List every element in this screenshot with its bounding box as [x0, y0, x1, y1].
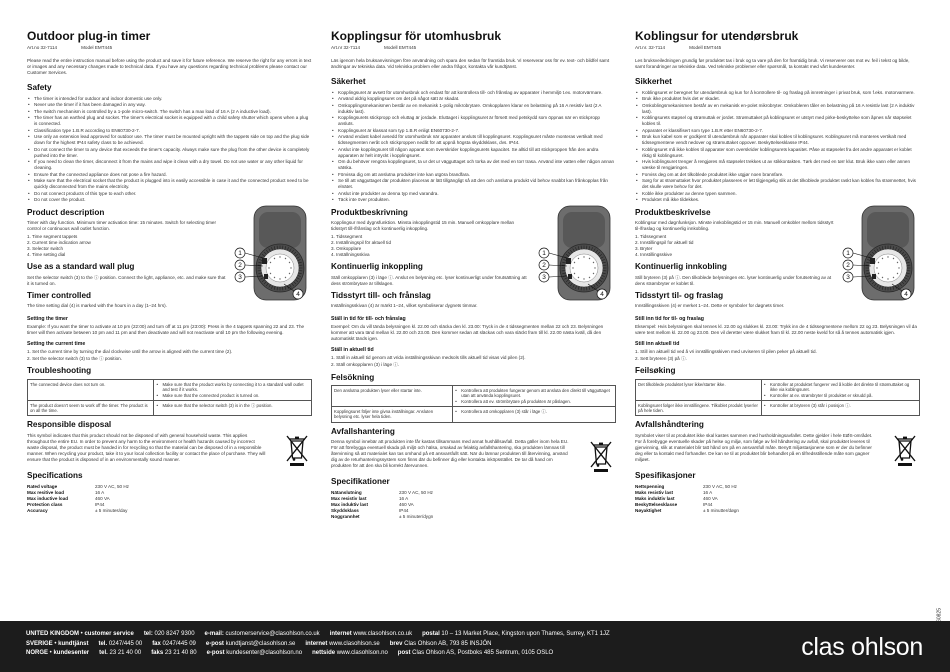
model-number: Modell EMT445	[689, 45, 722, 50]
troubleshooting-row	[636, 401, 920, 416]
spec-value: IP44	[703, 501, 713, 507]
setting-timer-heading: Setting the timer	[27, 316, 68, 322]
spec-value: ± 5 minuter/dygn	[399, 513, 434, 519]
svg-text:3: 3	[238, 273, 242, 281]
safety-item: • Forviss deg om at det tilkoblede produktet ikke utgjør noen brannfare.	[635, 172, 920, 178]
article-meta	[27, 45, 312, 51]
spec-row	[635, 508, 795, 514]
safety-item: • Förvissa dig om att anslutna produkter inte kan utgöra brandfara.	[331, 172, 616, 178]
contact-line: SVERIGE • kundtjänst tel. 0247/445 00 fax 0247/445 09 e-post kundtjanst@clasohlson.se internet www.clasohlson.se brev Clas Ohlson AB, 793 85 INSJÖN	[26, 640, 492, 647]
article-number: Art.nr 32-7114	[331, 45, 361, 50]
svg-text:1: 1	[846, 249, 850, 257]
troubleshooting-heading: Feilsøking	[635, 366, 676, 376]
description-heading: Product description	[27, 207, 105, 217]
spec-key: Nøyaktighet	[635, 507, 662, 513]
safety-item: • Use only an extension lead approved for outdoor use. The timer must be mounted upright with the tappets side on top and the plug side down for the highest IP44 safety class to be achieved.	[27, 134, 312, 146]
safety-item: • Kopplingsuret är klassat som typ 1.B.R enligt EN60730-2-7.	[331, 128, 616, 134]
spec-key: Nettspenning	[635, 483, 665, 489]
description-text	[27, 204, 227, 311]
specifications-heading: Spesifikasjoner	[635, 471, 696, 481]
email-label: e-post	[205, 640, 224, 647]
wall-plug-body: Ställ omkopplaren (3) i läge ⓘ. Anslut en belysning etc. lyser kontinuerligt under förutsättning att dess strömbrytare är tillslagen.	[331, 274, 527, 286]
disposal-block	[635, 433, 920, 467]
current-time-step: 1. Still inn aktuell tid ved å vri innstillingsskiven med urviseren til pilen peker på aktuell tid.	[635, 348, 817, 354]
current-time-heading: Ställ in aktuell tid	[331, 347, 374, 354]
part-item: 4. Innstillingsskive	[635, 252, 673, 258]
column-norwegian	[635, 30, 920, 514]
disposal-heading: Responsible disposal	[27, 420, 112, 430]
spec-key: Noggrannhet	[331, 513, 360, 519]
contact-service-label: kundtjänst	[58, 640, 89, 647]
safety-item: • If you need to clean the timer, disconnect it from the mains and wipe it clean with a dry towel. Do not use water or any other liquid for cleaning.	[27, 159, 312, 171]
problem-cell: Koblingsuret følger ikke innstillingene. Tilkoblet produkt lyser/er på hele tiden.	[636, 401, 762, 416]
safety-item: • Never use the timer if it has been damaged in any way.	[27, 102, 312, 108]
description-block	[635, 204, 920, 311]
svg-text:4: 4	[904, 290, 908, 298]
safety-item: • Apparatet er klassifisert som type 1.B.R etter EN60730-2-7.	[635, 128, 920, 134]
current-time-step: 2. Set the selector switch (3) to the ⓘ position.	[27, 356, 122, 362]
postal-label: postal	[422, 631, 440, 637]
postal-label: brev	[389, 640, 403, 647]
safety-list	[27, 96, 312, 203]
model-number: Model EMT445	[81, 45, 113, 50]
doc-title: Kopplingsur för utomhusbruk	[331, 29, 501, 43]
troubleshooting-row	[636, 380, 920, 401]
troubleshooting-table	[635, 379, 920, 416]
email-address: kundesenter@clasohlson.no	[226, 650, 303, 657]
article-meta	[635, 45, 920, 51]
spec-key: Skyddsklass	[331, 507, 359, 513]
specifications-heading: Specifikationer	[331, 477, 390, 487]
solution-list	[455, 388, 613, 405]
safety-list	[331, 90, 616, 203]
specifications-list	[27, 484, 187, 514]
spec-row	[331, 514, 491, 520]
solution-cell	[154, 380, 312, 401]
timer-controlled-heading: Tidsstyrt till- och frånslag	[331, 290, 431, 300]
svg-text:3: 3	[542, 273, 546, 281]
safety-item: • Omkoblingsmekanismen består av en mekanisk en-polet mikrobryter. Omkobleren tåler en belastning på 16 A resistiv last (2 A induktiv last).	[635, 103, 920, 115]
solution-cell	[453, 386, 616, 407]
solution-cell	[154, 401, 312, 416]
postal-label: post	[397, 650, 411, 657]
part-item: 2. Inställningspil för aktuell tid	[331, 239, 392, 245]
weee-bin-icon	[586, 439, 616, 473]
troubleshooting-row	[28, 380, 312, 401]
timer-controlled-body: Inställningsskivan (4) är märkt 1–24, vilket symboliserar dygnets timmar.	[331, 303, 478, 309]
safety-item: • Kopplingsurets stickpropp och eluttag är jordade. Eluttaget i kopplingsuret är försett med petskydd som öppnas när en stickpropp ansluts.	[331, 115, 616, 127]
tel-label: tel:	[143, 631, 153, 637]
spec-key: Max resitive load	[27, 489, 65, 495]
problem-cell: The connected device does not turn on.	[28, 380, 154, 401]
fax-number: 0247/445 09	[162, 640, 196, 647]
safety-item: • Koblingsurets støpsel og strømuttak er jordet. Strømuttaket på koblingsuret er utstyrt med pirke-beskyttelse som åpnes når støpselet kobles til.	[635, 115, 920, 127]
safety-item: • Använd endast kabel avsedd för utomhusbruk när apparater ansluts till kopplingsuret. Kopplingsuret måste monteras vertikalt med tidssegmenten neråt och stickproppen nedåt för att uppnå högsta skyddsklass, dvs. IP44.	[331, 134, 616, 146]
disposal-block	[331, 439, 616, 473]
spec-value: 230 V AC, 50 Hz	[703, 483, 737, 489]
timer-illustration	[536, 204, 616, 304]
spec-value: 16 A	[703, 489, 713, 495]
intro-text: Please read the entire instruction manual before using the product and save it for future reference. We reserve the right for any errors in text or images and any necessary changes made to technical data. If you have any questions regarding technical problems please contact our Customer Services.	[27, 58, 312, 76]
current-time-heading: Still inn aktuell tid	[635, 340, 680, 347]
email-address: kundtjanst@clasohlson.se	[225, 640, 296, 647]
safety-heading: Safety	[27, 83, 52, 93]
spec-key: Maks induktiv last	[635, 495, 675, 501]
wall-plug-body: Set the selector switch (3) to the ⓘ position. Connect the light, appliance, etc. and make sure that it is turned on.	[27, 274, 226, 286]
svg-text:4: 4	[296, 290, 300, 298]
troubleshooting-heading: Troubleshooting	[27, 366, 92, 376]
weee-bin-icon	[282, 433, 312, 467]
spec-value: 460 VA	[95, 495, 110, 501]
specifications-list	[635, 484, 795, 514]
solution-list	[156, 382, 309, 399]
safety-item: • Do not connect the timer to any device that exceeds the timer's capacity. Always make sure the plug from the other device is completely pushed into the timer.	[27, 147, 312, 159]
description-body: Timer with day function. Minimum timer activation time: 15 minutes. Switch for selecting timer control or continuous wall outlet function.	[27, 220, 217, 232]
safety-item: • Classification type 1.B.R according to EN60730-2-7.	[27, 128, 312, 134]
spec-value: 230 V AC, 50 Hz	[95, 483, 129, 489]
solution-item: • Kontroller at bryteren (3) står i posisjon ⓘ.	[764, 403, 917, 409]
contact-country: SVERIGE	[26, 640, 53, 647]
current-time-step: 1. Set the current time by turning the dial clockwise until the arrow is aligned with the current time (2).	[27, 348, 233, 354]
spec-value: 16 A	[399, 495, 409, 501]
description-block	[331, 204, 616, 311]
safety-heading: Sikkerhet	[635, 77, 672, 87]
fax-label: fax	[152, 640, 161, 647]
spec-key: Rated voltage	[27, 483, 58, 489]
brand-logo: clas ohlson	[801, 633, 923, 661]
svg-text:3: 3	[846, 273, 850, 281]
disposal-body: Denna symbol innebär att produkten inte får kastas tillsammans med annat hushållsavfall. Detta gäller inom hela EU. För att förebygga eventuell skada på miljö och hälsa, orsakad av felaktig avfallshantering, ska produkten lämnas till återvinning så att materialet kan tas omhand på ett ansvarsfullt sätt. När du lämnar produkten till återvinning, använd dig av de returhanteringssystem som finns där du befinner dig eller kontakta inköpsstället. De tar då hand om produkten för att den ska bli korrekt återvunnen.	[331, 439, 569, 469]
spec-value: 230 V AC, 50 Hz	[399, 489, 433, 495]
description-heading: Produktbeskrivelse	[635, 207, 711, 217]
solution-list	[455, 409, 613, 415]
description-text	[331, 204, 531, 311]
doc-title: Outdoor plug-in timer	[27, 29, 151, 43]
spec-value: 460 VA	[399, 501, 414, 507]
internet-label: internet	[305, 640, 328, 647]
spec-value: 460 VA	[703, 495, 718, 501]
safety-item: • Produktet må ikke tildekkes.	[635, 197, 920, 203]
safety-item: • Täck inte över produkten.	[331, 197, 616, 203]
solution-item: • Kontrollera att produkten fungerar genom att ansluta den direkt till vägguttaget utan att använda kopplingsuret.	[455, 388, 613, 399]
svg-text:2: 2	[846, 261, 850, 269]
column-english	[27, 30, 312, 514]
description-body: Kopplingsur med dygnsfunktion. Minsta inkopplingstid 15 min. Manuell omkopplare mellan tidsstyrt till-/frånslag och kontinuerlig inkoppling.	[331, 220, 515, 232]
internet-label: nettside	[312, 650, 336, 657]
website: www.clasohlson.co.uk	[353, 631, 413, 637]
svg-text:1: 1	[238, 249, 242, 257]
part-item: 1. Time segment tappets	[27, 233, 78, 239]
timer-controlled-heading: Tidsstyrt til- og fraslag	[635, 290, 724, 300]
solution-item: • Kontrollera att omkopplaren (3) står i läge ⓘ.	[455, 409, 613, 415]
solution-cell	[453, 407, 616, 422]
article-number: Art.nr. 32-7114	[635, 45, 666, 50]
parts-list	[27, 234, 227, 258]
safety-item: • Hvis koblingsuret trenger å rengjøres må støpselet trekkes ut av stikkontakten. Tørk det med en tørr klut. Bruk ikke vann eller annen væske til rengjøringen.	[635, 159, 920, 171]
wall-plug-heading: Kontinuerlig innkobling	[635, 262, 727, 272]
safety-item: • Koblingsuret må ikke kobles til apparater som overskrider koblingsurets kapasitet. Påse at støpselet fra det andre apparatet er koblet riktig til koblingsuret.	[635, 147, 920, 159]
tel-label: tel.	[98, 640, 108, 647]
spec-key: Accuracy	[27, 507, 48, 513]
setting-timer-heading: Ställ in tid för till- och frånslag	[331, 316, 406, 322]
solution-cell	[762, 401, 920, 416]
fax-number: 23 21 40 80	[164, 650, 197, 657]
weee-bin-icon	[890, 433, 920, 467]
contact-service-label: kundesenter	[53, 650, 90, 657]
spec-value: ± 5 minutes/day	[95, 507, 128, 513]
postal-address: 10 – 13 Market Place, Kingston upon Thames, Surrey, KT1 1JZ	[441, 631, 610, 637]
description-body: Koblingsur med døgnfunksjon. Minste innkoblingstid er 15 min. Manuell omkobler mellom tidsstyrt til-/fraslag og kontinuerlig innkobling.	[635, 220, 834, 232]
intro-text: Läs igenom hela bruksanvisningen före användning och spara den sedan för framtida bruk. Vi reserverar oss för ev. text- och bildfel samt ändringar av tekniska data. Vid tekniska problem eller andra frågor, kontakta vår kundtjänst.	[331, 58, 610, 70]
contact-line: NORGE • kundesenter tel. 23 21 40 00 faks 23 21 40 80 e-post kundesenter@clasohlson.no nettside www.clasohlson.no post Clas Ohlson AS, Postboks 485 Sentrum, 0105 OSLO	[26, 650, 554, 657]
solution-item: • Make sure that the selector switch (3) is in the ⓘ position.	[156, 403, 309, 409]
svg-text:2: 2	[238, 261, 242, 269]
tel-number: 0247/445 00	[108, 640, 143, 647]
article-number: Art.no 32-7114	[27, 45, 58, 50]
problem-cell: Den anslutna produkten lyser eller startar inte.	[332, 386, 453, 407]
email-label: e-mail:	[204, 631, 224, 637]
safety-list	[635, 90, 920, 203]
wall-plug-heading: Kontinuerlig inkoppling	[331, 262, 423, 272]
part-item: 2. Innstillingspil for aktuell tid	[635, 239, 694, 245]
timer-illustration	[840, 204, 920, 304]
setting-timer-body: Example: If you want the timer to activate at 10 pm (22:00) and turn off at 11 pm (23:00): Press in the 4 tappets spanning 22 and 23. The timer will then activate between 10 pm and 11 pm and then deactivate and will not reactivate until 10 pm the following evening.	[27, 323, 305, 335]
spec-value: 16 A	[95, 489, 105, 495]
timer-figure	[536, 204, 616, 304]
wall-plug-body: Still bryteren (3) på ⓘ. Den tilkoblede belysningen etc. lyser kontinuerlig under forutsetning av at dens strømbryter er koblet til.	[635, 274, 832, 286]
problem-cell: Kopplingsuret följer inte givna inställningar. Ansluten belysning etc. lyser hela tiden.	[332, 407, 453, 422]
safety-item: • Ensure that the connected appliance does not pose a fire hazard.	[27, 172, 312, 178]
solution-list	[156, 403, 309, 409]
safety-item: • Koblingsuret er beregnet for utendørsbruk og kun for å kontrollere til- og fraslag på innretninger i privat bruk, som f.eks. motorvarmere.	[635, 90, 920, 96]
part-item: 1. Tidssegment	[331, 233, 363, 239]
spec-key: Protection class	[27, 501, 63, 507]
website: www.clasohlson.se	[329, 640, 380, 647]
safety-item: • Do not cover the product.	[27, 197, 312, 203]
part-item: 3. Omkopplare	[331, 245, 362, 251]
safety-item: • The timer has an earthed plug and socket. The timer's electrical socket is equipped with a child safety shutter which opens when a plug is connected.	[27, 115, 312, 127]
safety-item: • Koble ikke produkter av denne typen sammen.	[635, 191, 920, 197]
part-item: 1. Tidssegment	[635, 233, 667, 239]
troubleshooting-row	[28, 401, 312, 416]
description-block	[27, 204, 312, 311]
parts-list	[331, 234, 531, 258]
email-address: customerservice@clasohlson.co.uk	[225, 631, 320, 637]
contact-line: UNITED KINGDOM • customer service tel: 020 8247 9300 e-mail: customerservice@clasohlson.co.uk internet www.clasohlson.co.uk postal 10 – 13 Market Place, Kingston upon Thames, Surrey, KT1 1JZ	[26, 631, 610, 637]
spec-value: ± 5 minutter/døgn	[703, 507, 739, 513]
safety-item: • The switch mechanism is controlled by a 1-pole micro-switch. The switch has a max load of 16 A (2 A inductive load).	[27, 109, 312, 115]
safety-item: • Sørg for at strømuttaket hvor produktet plasseres er lett tilgjengelig slik at det tilkoblede produktet raskt kan kobles fra strømnettet, hvis det skulle være behov for det.	[635, 178, 920, 190]
description-heading: Produktbeskrivning	[331, 207, 408, 217]
spec-key: Max resistiv last	[331, 495, 367, 501]
part-item: 4. Time setting dial	[27, 252, 66, 258]
safety-item: • Kopplingsuret är avsett för utomhusbruk och endast för att kontrollera till- och frånslag av apparater i hemmiljö t.ex. motorvärmare.	[331, 90, 616, 96]
specifications-heading: Specifications	[27, 471, 83, 481]
safety-item: • Bruk kun kabel som er godkjent til utendørsbruk når apparater skal kobles til koblingsuret. Koblingsuret må monteres vertikalt med tidssegmentene vendt nedover og strømuttaket oppover. Beskyttelsesklasse IP44.	[635, 134, 920, 146]
internet-label: internet	[329, 631, 352, 637]
solution-item: • Kontroller at produktet fungerer ved å koble det direkte til strømuttaket og ikke via koblingsuret.	[764, 382, 917, 393]
timer-controlled-body: Innstillingsskiven (4) er merket 1–24. Dette er symboler for døgnets timer.	[635, 303, 785, 309]
fax-label: faks	[151, 650, 164, 657]
contact-country: NORGE	[26, 650, 49, 657]
part-item: 2. Current time indication arrow	[27, 239, 91, 245]
disposal-body: Symbolet viser til at produktet ikke skal kastes sammen med husholdningsavfallet. Dette gjelder i hele EØS-området. For å forebygge eventuelle skader på helse og miljø, som følge av feil håndtering av avfall, skal produktet leveres til gjenvinning, slik at materialet blir tatt hånd om på en ansvarsfull måte. Benytt miljøstasjonene som er der du befinner deg eller ta kontakt med forhandler. De kan se til at produktet blir behandlet på en tilfredsstillende måte som gagner miljøet.	[635, 433, 873, 463]
spec-key: Max induktiv last	[331, 501, 369, 507]
problem-cell: The product doesn't seem to work off the timer. The product is on all the time.	[28, 401, 154, 416]
timer-figure	[232, 204, 312, 304]
website: www.clasohlson.no	[336, 650, 388, 657]
spec-value: IP44	[399, 507, 409, 513]
safety-item: • Använd aldrig kopplingsuret om det på något sätt är skadat.	[331, 96, 616, 102]
disposal-heading: Avfallshantering	[331, 426, 395, 436]
timer-controlled-body: The time setting dial (4) is marked with the hours in a day (1–24 hrs).	[27, 303, 167, 309]
tel-number: 020 8247 9300	[154, 631, 195, 637]
timer-controlled-heading: Timer controlled	[27, 290, 91, 300]
safety-item: • Om du behöver rengöra kopplingsuret, ta ur det ur vägguttaget och torka av det med en torr trasa. Använd inte vatten eller någon annan vätska.	[331, 159, 616, 171]
safety-item: • The timer is intended for outdoor and indoor domestic use only.	[27, 96, 312, 102]
current-time-step: 2. Sett bryteren (3) på ⓘ.	[635, 356, 687, 362]
spec-row	[27, 508, 187, 514]
solution-item: • Kontrollera att ev. strömbrytare på produkten är påslagen.	[455, 399, 613, 405]
spec-key: Maks resistiv last	[635, 489, 674, 495]
description-text	[635, 204, 835, 311]
contact-service-label: customer service	[84, 631, 134, 637]
spec-key: Nätanslutning	[331, 489, 362, 495]
timer-figure	[840, 204, 920, 304]
safety-item: • Bruk ikke produktet hvis det er skadet.	[635, 96, 920, 102]
spec-value: IP44	[95, 501, 105, 507]
solution-item: • Kontroller at ev. strømbryter til produktet er skrudd på.	[764, 393, 917, 399]
safety-item: • Se till att vägguttaget där produkten placeras är lätt tillgängligt så att den och anslutna produkt vid behov snabbt kan frånkopplas från elnätet.	[331, 178, 616, 190]
setting-timer-heading: Still inn tid for til- og fraslag	[635, 316, 704, 322]
current-time-step: 2. Ställ omkopplaren (3) i läge ⓘ.	[331, 362, 400, 368]
svg-text:1: 1	[542, 249, 546, 257]
disposal-heading: Avfallshåndtering	[635, 420, 704, 430]
column-swedish	[331, 30, 616, 520]
troubleshooting-table	[27, 379, 312, 416]
current-time-heading: Setting the current time	[27, 340, 86, 347]
spec-key: Max inductive load	[27, 495, 69, 501]
safety-item: • Anslut inte kopplingsuret till någon apparat som överskrider kopplingsurets kapacitet. Se alltid till att stickproppen från den andra apparaten är helt intryckt i kopplingsuret.	[331, 147, 616, 159]
safety-item: • Make sure that the electrical socket that the product is plugged into is easily accessible in case it and the connected product need to be quickly disconnected from the mains electricity.	[27, 178, 312, 190]
part-item: 3. Selector switch	[27, 245, 63, 251]
contact-lines	[26, 630, 610, 659]
disposal-block	[27, 433, 312, 467]
troubleshooting-heading: Felsökning	[331, 372, 375, 382]
footer	[0, 621, 950, 672]
troubleshooting-row	[332, 386, 616, 407]
contact-country: UNITED KINGDOM	[26, 631, 79, 637]
tel-label: tel.	[99, 650, 108, 657]
part-item: 4. Inställningsskiva	[331, 252, 370, 258]
solution-list	[764, 382, 917, 399]
article-meta	[331, 45, 616, 51]
specifications-list	[331, 490, 491, 520]
intro-text: Les bruksveiledningen grundig før produktet tas i bruk og ta vare på den for framtidig bruk. Vi reserverer oss mot ev. feil i tekst og bilde, samt forandringer av tekniske data. Ved tekniske problemer eller spørsmål, ta kontakt med vårt kundesenter.	[635, 58, 910, 70]
timer-illustration	[232, 204, 312, 304]
spec-key: Beskyttelsesklasse	[635, 501, 678, 507]
troubleshooting-row	[332, 407, 616, 422]
current-time-step: 1. Ställ in aktuell tid genom att vrida inställningsskivan medsols tills aktuell tid visas vid pilen (2).	[331, 354, 526, 360]
solution-list	[764, 403, 917, 409]
troubleshooting-table	[331, 385, 616, 422]
safety-item: • Do not connect products of this type to each other.	[27, 191, 312, 197]
svg-text:2: 2	[542, 261, 546, 269]
safety-heading: Säkerhet	[331, 77, 366, 87]
problem-cell: Det tilkoblede produktet lyser ikke/starter ikke.	[636, 380, 762, 401]
email-label: e-post	[206, 650, 225, 657]
setting-timer-body: Exempel: Om du vill tända belysningen kl. 22.00 och släcka den kl. 23.00: Tryck in de 4 tidssegmenten mellan 22 och 23. Belysningen kommer att vara tänd mellan kl. 22.00 och 23.00. Den kommer sedan att släckas och vara släckt fram till kl. 22.00 nästa kväll, då den automatiskt tänds igen.	[331, 323, 604, 341]
safety-item: • Anslut inte produkter av denna typ med varandra.	[331, 191, 616, 197]
solution-cell	[762, 380, 920, 401]
svg-text:4: 4	[600, 290, 604, 298]
solution-item: • Make sure that the product works by connecting it to a standard wall outlet and test if it works.	[156, 382, 309, 393]
doc-title: Koblingsur for utendørsbruk	[635, 29, 799, 43]
safety-item: • Omkopplingsmekanismen består av en mekanisk 1-polig mikrobrytare. Omkopplaren klarar en belastning på 16 A resistiv last (2 A induktiv last).	[331, 103, 616, 115]
postal-address: Clas Ohlson AB, 793 85 INSJÖN	[404, 640, 492, 647]
setting-timer-body: Eksempel: Hvis belysningen skal tennes kl. 22.00 og slukkes kl. 23.00: Trykk inn de 4 tidssegmentene mellom 22 og 23. Belysningen vil da være tent mellom kl. 22.00 og 23.00. Den vil deretter være slukket fram til kl. 22.00 neste kveld for så å tennes automatisk igjen.	[635, 323, 917, 335]
part-item: 3. Bryter	[635, 245, 653, 251]
parts-list	[635, 234, 835, 258]
disposal-body: This symbol indicates that this product should not be disposed of with general household waste. This applies throughout the entire EU. In order to prevent any harm to the environment or health hazards caused by incorrect waste disposal, the product must be handed in for recycling so that the material can be disposed of in a responsible manner. When recycling your product, take it to your local collection facility or contact the place of purchase. They will ensure that the product is disposed of in an environmentally sound manner.	[27, 433, 266, 463]
tel-number: 23 21 40 00	[109, 650, 142, 657]
wall-plug-heading: Use as a standard wall plug	[27, 262, 135, 272]
postal-address: Clas Ohlson AS, Postboks 485 Sentrum, 0105 OSLO	[412, 650, 554, 657]
solution-item: • Make sure that the connected product is turned on.	[156, 393, 309, 399]
model-number: Modell EMT445	[384, 45, 417, 50]
